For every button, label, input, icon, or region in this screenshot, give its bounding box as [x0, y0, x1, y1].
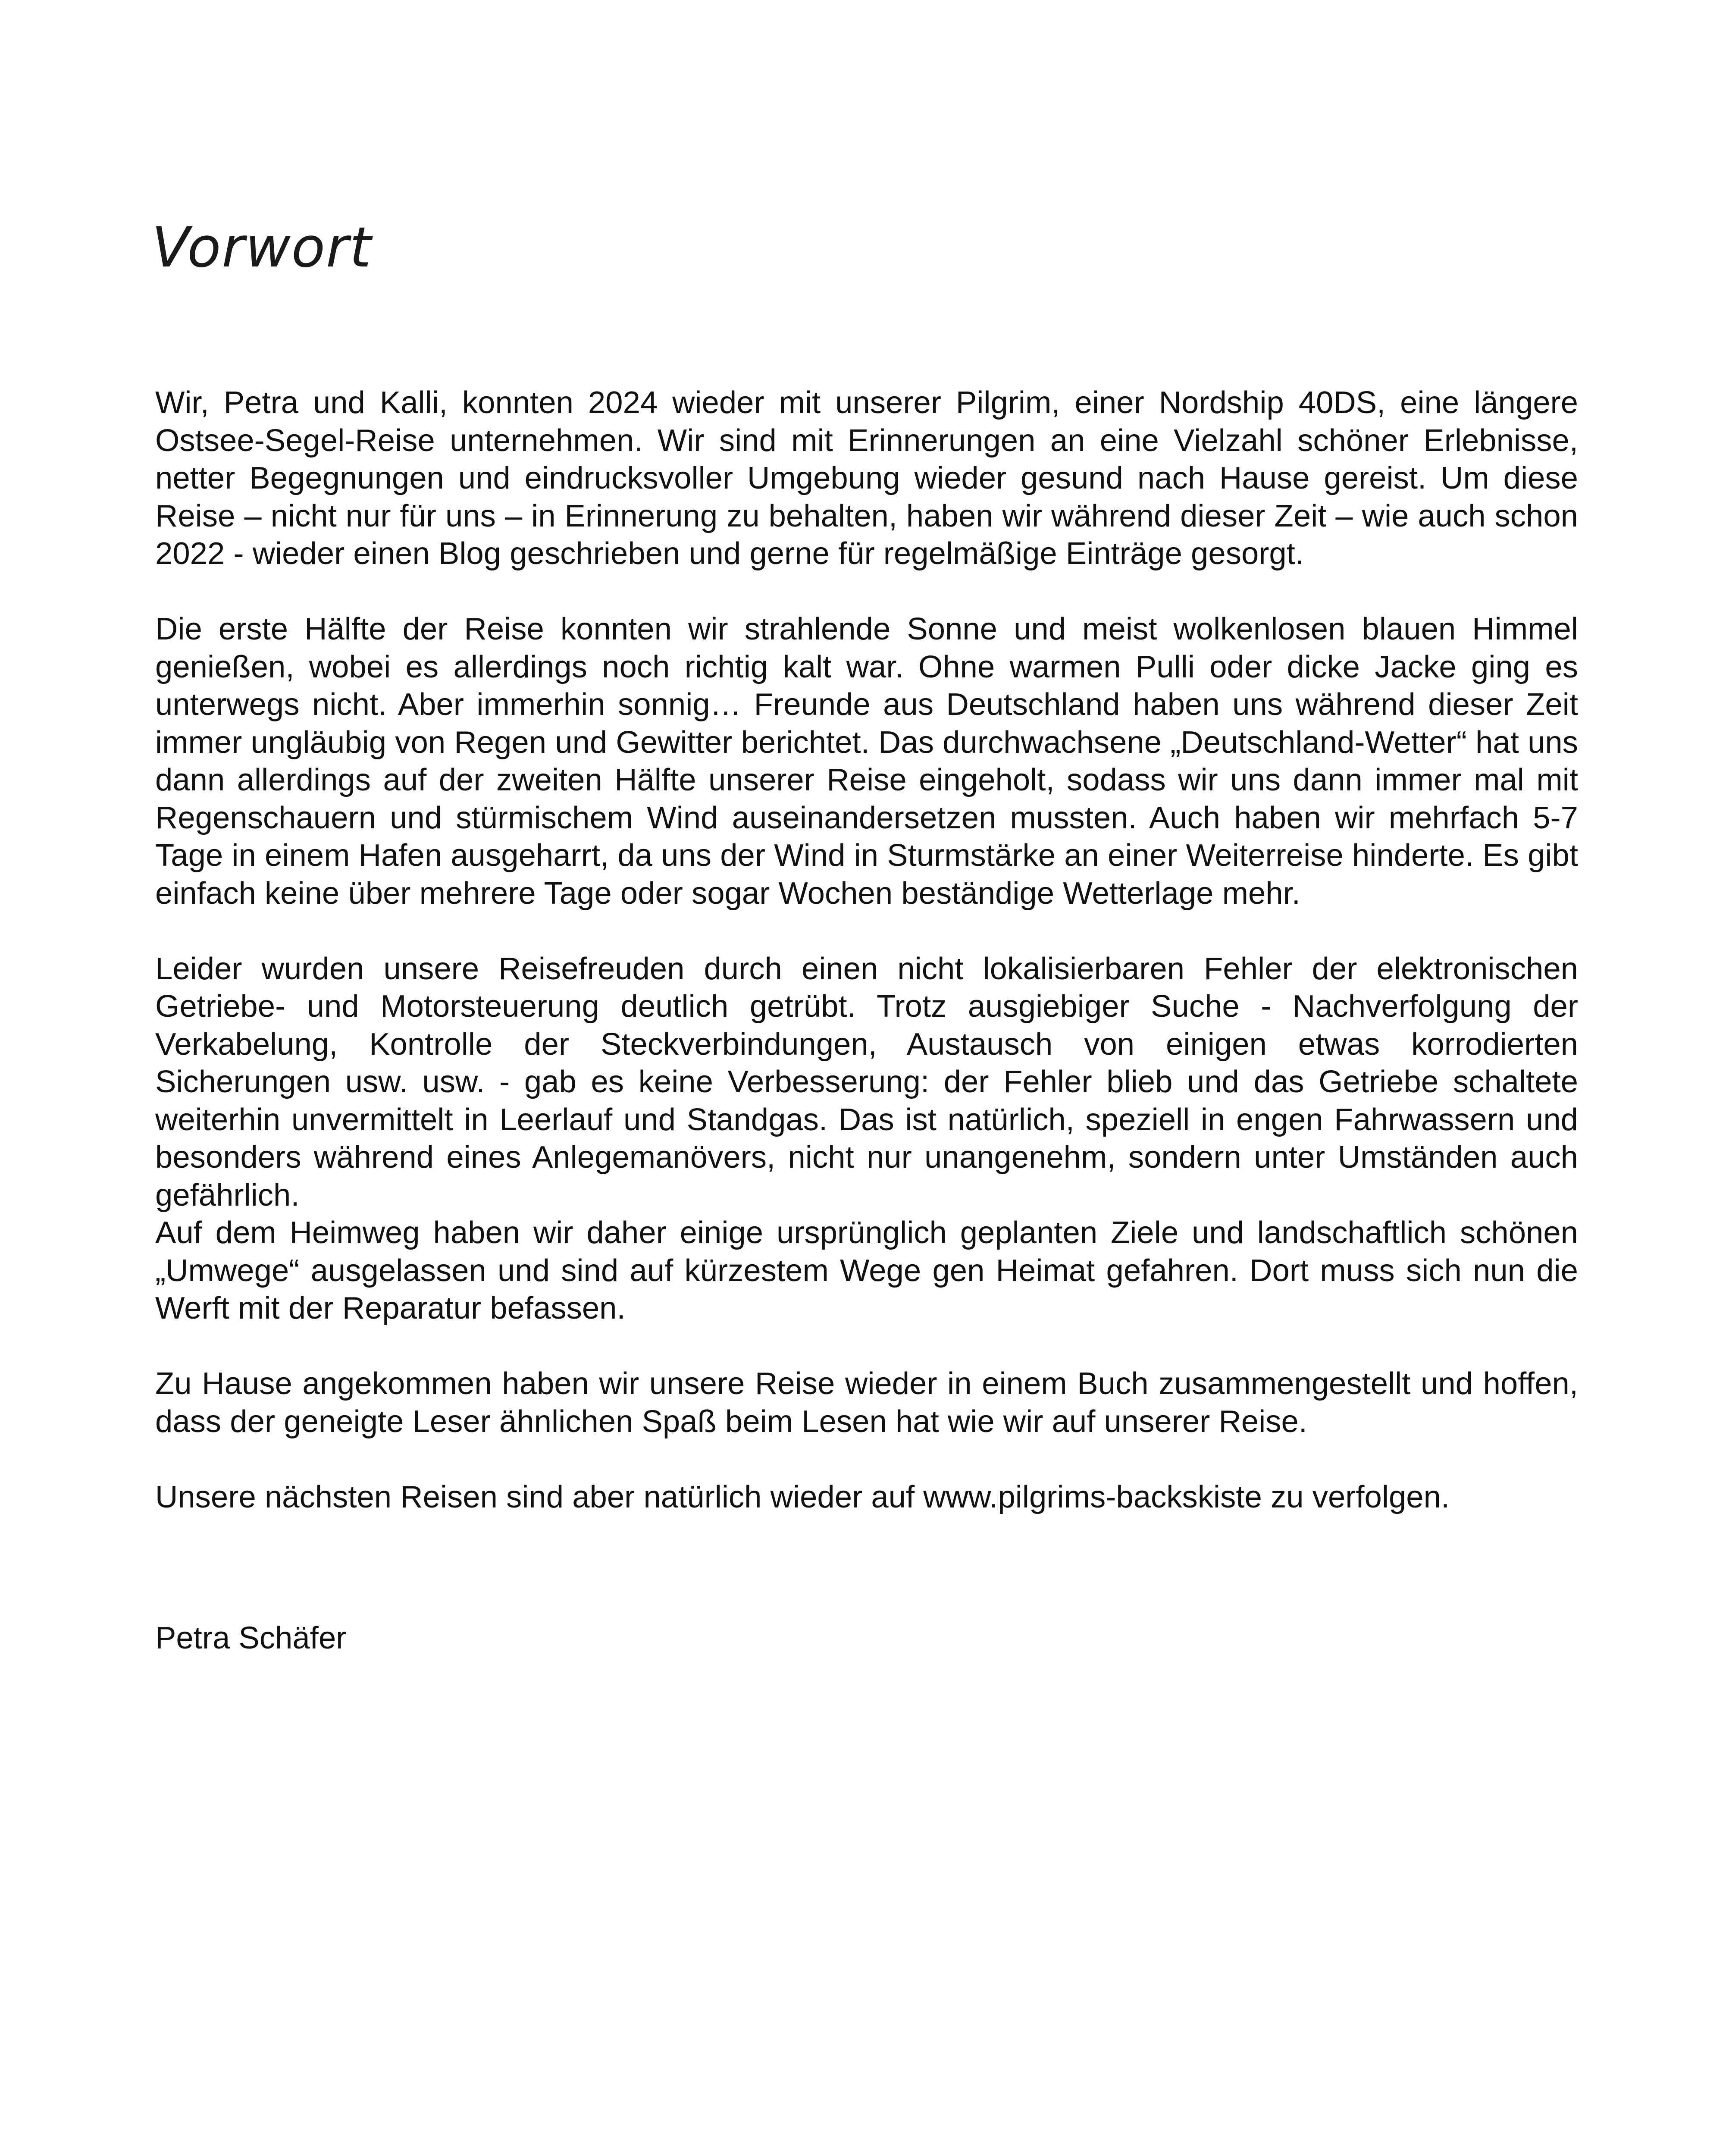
page-title: Vorwort — [152, 216, 372, 280]
paragraph-intro: Wir, Petra und Kalli, konnten 2024 wieder mit unserer Pilgrim, einer Nordship 40DS, eine längere Ostsee-Segel-Reise unternehmen. Wir sind mit Erinnerungen an eine Vielzahl schöner Erlebnisse, netter Begegnungen und eindrucksvoller Umgebung wieder gesund nach Hause gereist. Um diese Reise – nicht nur für uns – in Erinnerung zu behalten, haben wir während dieser Zeit – wie auch schon 2022 - wieder einen Blog geschrieben und gerne für regelmäßige Einträge gesorgt. — [155, 385, 1578, 571]
paragraph-engine-fault: Leider wurden unsere Reisefreuden durch einen nicht lokalisierbaren Fehler der elektronischen Getriebe- und Motorsteuerung deutlich getrübt. Trotz ausgiebiger Suche - Nachverfolgung der Verkabelung, Kontrolle der Steckverbindungen, Austausch von einigen etwas korrodierten Sicherungen usw. usw. - gab es keine Verbesserung: der Fehler blieb und das Getriebe schaltete weiterhin unvermittelt in Leerlauf und Standgas. Das ist natürlich, speziell in engen Fahrwassern und besonders während eines Anlegemanövers, nicht nur unangenehm, sondern unter Umständen auch gefährlich. — [155, 951, 1578, 1213]
author-signature: Petra Schäfer — [155, 1620, 347, 1655]
paragraph-book: Zu Hause angekommen haben wir unsere Reise wieder in einem Buch zusammengestellt und hoffen, dass der geneigte Leser ähnlichen Spaß beim Lesen hat wie wir auf unserer Reise. — [155, 1366, 1578, 1439]
foreword-body — [155, 384, 1578, 1516]
paragraph-blog: Unsere nächsten Reisen sind aber natürlich wieder auf www.pilgrims-backskiste zu verfolgen. — [155, 1479, 1450, 1514]
paragraph-homeward: Auf dem Heimweg haben wir daher einige ursprünglich geplanten Ziele und landschaftlich schönen „Umwege“ ausgelassen und sind auf kürzestem Wege gen Heimat gefahren. Dort muss sich nun die Werft mit der Reparatur befassen. — [155, 1215, 1578, 1326]
paragraph-weather: Die erste Hälfte der Reise konnten wir strahlende Sonne und meist wolkenlosen blauen Himmel genießen, wobei es allerdings noch richtig kalt war. Ohne warmen Pulli oder dicke Jacke ging es unterwegs nicht. Aber immerhin sonnig… Freunde aus Deutschland haben uns während dieser Zeit immer ungläubig von Regen und Gewitter berichtet. Das durchwachsene „Deutschland-Wetter“ hat uns dann allerdings auf der zweiten Hälfte unserer Reise eingeholt, sodass wir uns dann immer mal mit Regenschauern und stürmischem Wind auseinandersetzen mussten. Auch haben wir mehrfach 5-7 Tage in einem Hafen ausgeharrt, da uns der Wind in Sturmstärke an einer Weiterreise hinderte. Es gibt einfach keine über mehrere Tage oder sogar Wochen beständige Wetterlage mehr. — [155, 611, 1578, 911]
